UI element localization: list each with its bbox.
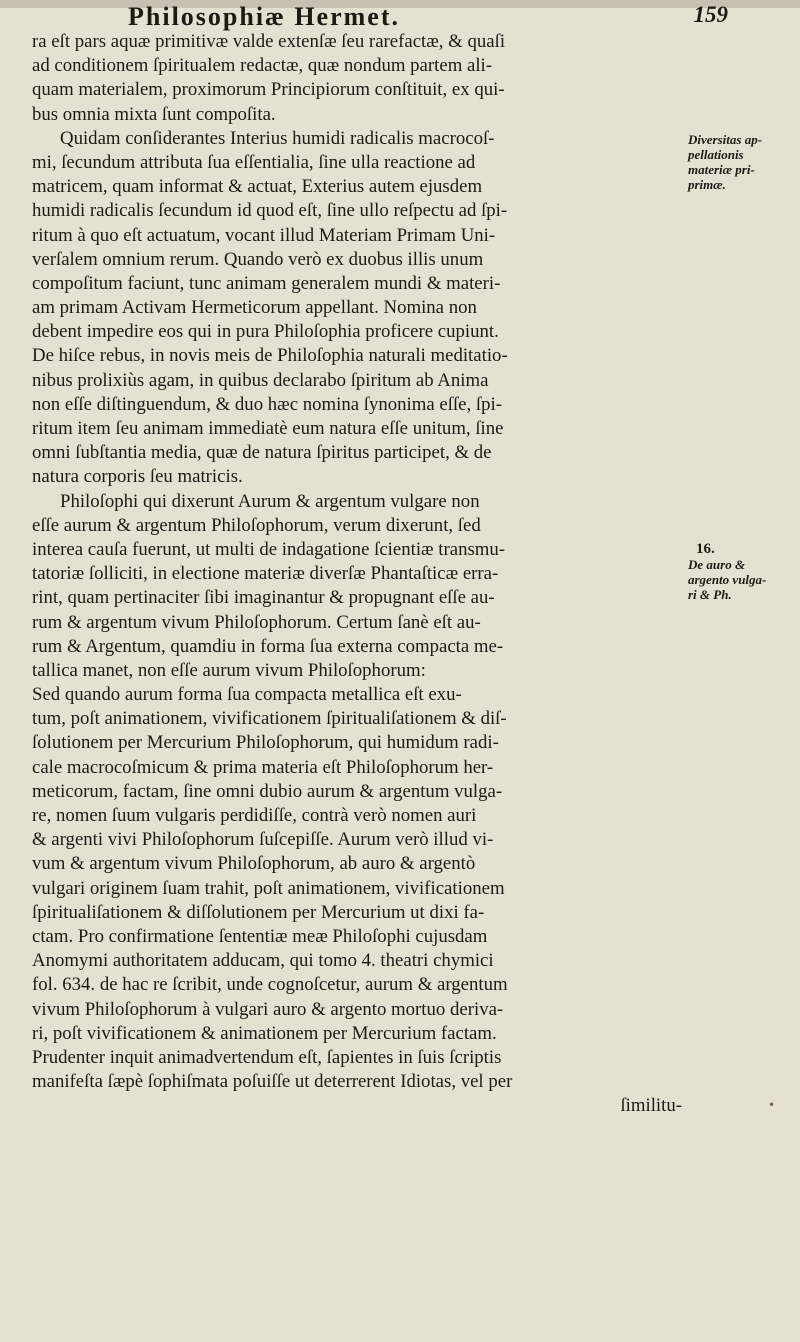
text-line: vulgari originem ſuam trahit, poſt animationem, vivificationem <box>32 877 505 899</box>
text-line: Philoſophi qui dixerunt Aurum & argentum vulgare non <box>60 490 480 512</box>
text-line: quam materialem, proximorum Principiorum conſtituit, ex qui- <box>32 79 505 101</box>
text-line: verſalem omnium rerum. Quando verò ex duobus illis unum <box>32 248 484 270</box>
main-text-block <box>32 30 682 1118</box>
text-line: Quidam conſiderantes Interius humidi radicalis macrocoſ- <box>60 127 495 149</box>
margin-note-line: primæ. <box>688 177 726 192</box>
margin-note-line: argento vulga- <box>688 572 767 587</box>
text-line: vum & argentum vivum Philoſophorum, ab auro & argentò <box>32 853 476 875</box>
running-title: Philosophiæ Hermet. <box>128 2 400 31</box>
text-line: Anomymi authoritatem adducam, qui tomo 4. theatri chymici <box>32 950 494 972</box>
text-line: ſolutionem per Mercurium Philoſophorum, qui humidum radi- <box>32 732 499 754</box>
text-line: tallica manet, non eſſe aurum vivum Philoſophorum: <box>32 659 426 681</box>
ink-speck: • <box>768 1098 776 1112</box>
text-line: ritum item ſeu animam immediatè eum natura eſſe unitum, ſine <box>32 418 504 439</box>
text-line: debent impedire eos qui in pura Philoſophia proficere cupiunt. <box>32 321 499 343</box>
text-line: ad conditionem ſpiritualem redactæ, quæ nondum partem ali- <box>32 55 493 77</box>
text-line: fol. 634. de hac re ſcribit, unde cognoſcetur, aurum & argentum <box>32 974 508 996</box>
text-line: ſpiritualiſationem & diſſolutionem per Mercurium ut dixi fa- <box>32 901 485 923</box>
text-line: Sed quando aurum forma ſua compacta metallica eſt exu- <box>32 684 462 706</box>
catchword: ſimilitu- <box>620 1095 682 1117</box>
text-line: De hiſce rebus, in novis meis de Philoſophia naturali meditatio- <box>32 345 508 367</box>
margin-note-line: De auro & <box>688 557 746 572</box>
text-line: interea cauſa fuerunt, ut multi de indagatione ſcientiæ transmu- <box>32 538 506 560</box>
text-line: rum & argentum vivum Philoſophorum. Certum ſanè eſt au- <box>32 611 481 633</box>
margin-note-line: Diversitas ap- <box>688 132 763 147</box>
text-line: tatoriæ ſolliciti, in electione materiæ diverſæ Phantaſticæ erra- <box>32 563 499 585</box>
text-line: vivum Philoſophorum à vulgari auro & argento mortuo deriva- <box>32 998 504 1020</box>
text-line: re, nomen ſuum vulgaris perdidiſſe, contrà verò nomen auri <box>32 805 477 826</box>
text-line: cale macrocoſmicum & prima materia eſt Philoſophorum her- <box>32 756 494 778</box>
margin-note-appellation <box>688 132 788 192</box>
text-line: bus omnia mixta ſunt compoſita. <box>32 103 276 125</box>
margin-note-line: pellationis <box>688 147 744 162</box>
margin-note-number: 16. <box>696 541 715 557</box>
margin-note-line: materiæ pri- <box>688 162 755 177</box>
text-line: tum, poſt animationem, vivificationem ſpiritualiſationem & diſ- <box>32 708 507 730</box>
page-number: 159 <box>693 2 728 27</box>
text-line: natura corporis ſeu matricis. <box>32 466 243 488</box>
text-line: ra eſt pars aquæ primitivæ valde extenſæ ſeu rarefactæ, & quaſi <box>32 31 506 52</box>
margin-note-line: ri & Ph. <box>688 587 732 602</box>
text-line: matricem, quam informat & actuat, Exterius autem ejusdem <box>32 176 483 198</box>
text-line: ri, poſt vivificationem & animationem per Mercurium factam. <box>32 1022 497 1044</box>
text-line: ritum à quo eſt actuatum, vocant illud Materiam Primam Uni- <box>32 224 496 246</box>
text-line: humidi radicalis ſecundum id quod eſt, ſine ullo reſpectu ad ſpi- <box>32 200 508 222</box>
text-line: non eſſe diſtinguendum, & duo hæc nomina ſynonima eſſe, ſpi- <box>32 393 502 415</box>
text-line: am primam Activam Hermeticorum appellant. Nomina non <box>32 297 477 319</box>
text-line: rint, quam pertinaciter ſibi imaginantur & propugnant eſſe au- <box>32 587 495 609</box>
margin-note-gold-silver <box>688 542 788 602</box>
text-line: mi, ſecundum attributa ſua eſſentialia, ſine ulla reactione ad <box>32 151 476 173</box>
text-line: rum & Argentum, quamdiu in forma ſua externa compacta me- <box>32 635 504 657</box>
text-line: meticorum, factam, ſine omni dubio aurum & argentum vulga- <box>32 780 503 802</box>
text-line: nibus prolixiùs agam, in quibus declarabo ſpiritum ab Anima <box>32 369 489 391</box>
text-line: & argenti vivi Philoſophorum ſuſcepiſſe. Aurum verò illud vi- <box>32 829 494 851</box>
text-line: eſſe aurum & argentum Philoſophorum, verum dixerunt, ſed <box>32 514 481 536</box>
text-line: omni ſubſtantia media, quæ de natura ſpiritus participet, & de <box>32 442 492 464</box>
text-line: compoſitum faciunt, tunc animam generalem mundi & materi- <box>32 272 501 294</box>
text-line: manifeſta ſæpè ſophiſmata poſuiſſe ut deterrerent Idiotas, vel per <box>32 1071 513 1093</box>
text-line: ctam. Pro confirmatione ſententiæ meæ Philoſophi cujusdam <box>32 925 488 947</box>
text-line: Prudenter inquit animadvertendum eſt, ſapientes in ſuis ſcriptis <box>32 1046 502 1068</box>
running-header <box>128 2 728 30</box>
